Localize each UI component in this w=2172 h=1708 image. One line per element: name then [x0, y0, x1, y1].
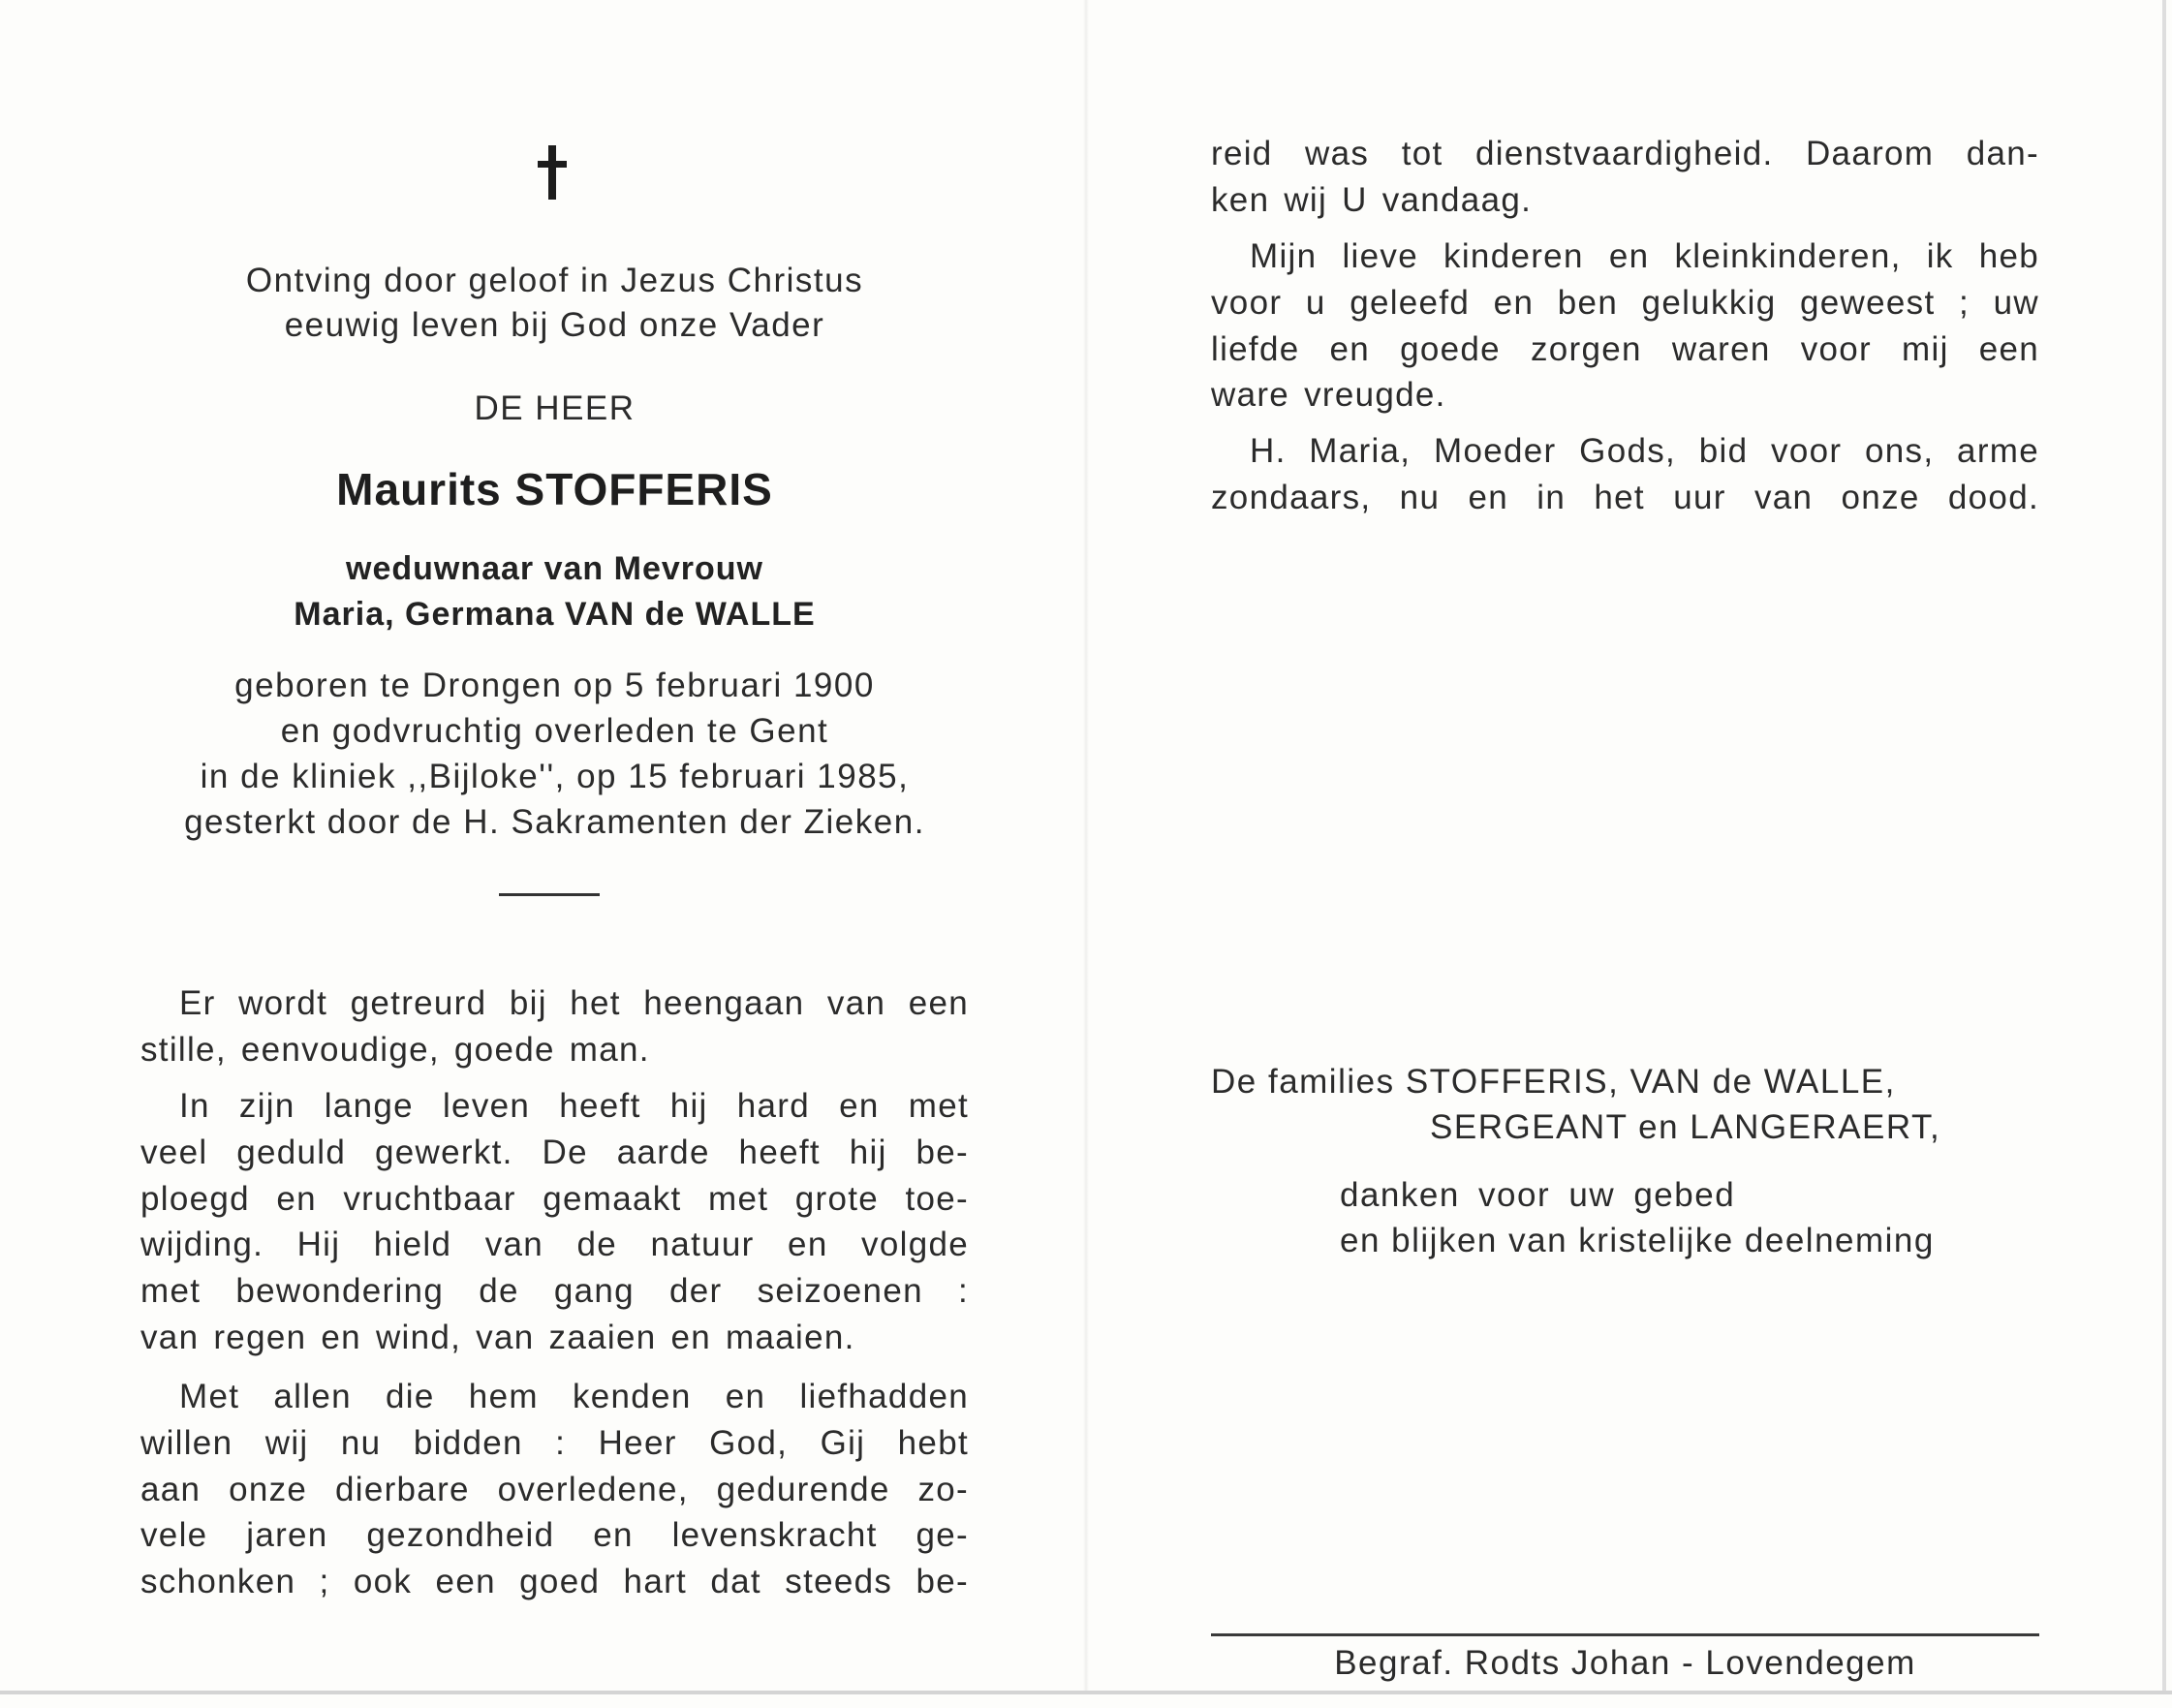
- text-line: willen wij nu bidden : Heer God, Gij hebt: [140, 1423, 969, 1462]
- cross-icon: [538, 145, 567, 203]
- card-bottom-edge: [0, 1691, 2172, 1694]
- text-line: van regen en wind, van zaaien en maaien.: [140, 1318, 855, 1356]
- faith-line-2: eeuwig leven bij God onze Vader: [284, 306, 825, 344]
- widower-line-2: Maria, Germana VAN de WALLE: [294, 596, 816, 633]
- thanks-line-1: danken voor uw gebed: [1340, 1176, 1736, 1214]
- text-line: vele jaren gezondheid en levenskracht ge-: [140, 1516, 969, 1555]
- center-fold: [1083, 0, 1089, 1694]
- thanks-line-2: en blijken van kristelijke deelneming: [1340, 1222, 1935, 1259]
- deceased-name: Maurits STOFFERIS: [336, 464, 773, 514]
- honorific-title: DE HEER: [474, 389, 636, 427]
- faith-line-1: Ontving door geloof in Jezus Christus: [245, 262, 864, 299]
- text-line: Met allen die hem kenden en liefhadden: [179, 1378, 969, 1415]
- paragraph-prayer: [140, 1374, 969, 1605]
- text-line: voor u geleefd en ben gelukkig geweest ; uw: [1211, 283, 2039, 322]
- paragraph-mourning: [140, 980, 969, 1073]
- text-line: ploegd en vruchtbaar gemaakt met grote toe-: [140, 1179, 969, 1218]
- families-line-2: SERGEANT en LANGERAERT,: [1430, 1108, 1941, 1146]
- text-line: ken wij U vandaag.: [1211, 180, 1533, 219]
- paragraph-children: [1211, 233, 2039, 419]
- text-line: stille, eenvoudige, goede man.: [140, 1030, 650, 1069]
- text-line: Er wordt getreurd bij het heengaan van een: [179, 984, 969, 1022]
- text-line: wijding. Hij hield van de natuur en volgde: [140, 1226, 969, 1264]
- printer-rule: [1211, 1633, 2039, 1636]
- text-line: met bewondering de gang der seizoenen :: [140, 1272, 969, 1311]
- text-line: H. Maria, Moeder Gods, bid voor ons, arme: [1250, 432, 2039, 470]
- text-line: aan onze dierbare overledene, gedurende zo-: [140, 1470, 969, 1508]
- birth-line-3: in de kliniek ,,Bijloke'', op 15 februari 1985,: [200, 758, 910, 795]
- printer-credit: Begraf. Rodts Johan - Lovendegem: [1334, 1644, 1916, 1682]
- birth-line-4: gesterkt door de H. Sakramenten der Zieken.: [184, 803, 925, 841]
- text-line: schonken ; ook een goed hart dat steeds be-: [140, 1563, 969, 1601]
- widower-line-1: weduwnaar van Mevrouw: [346, 550, 763, 587]
- birth-line-2: en godvruchtig overleden te Gent: [280, 712, 829, 750]
- text-line: liefde en goede zorgen waren voor mij een: [1211, 329, 2039, 368]
- paragraph-life: [140, 1083, 969, 1361]
- text-line: zondaars, nu en in het uur van onze dood.: [1211, 478, 2039, 516]
- text-line: ware vreugde.: [1211, 376, 1446, 415]
- text-line: In zijn lange leven heeft hij hard en met: [179, 1087, 969, 1125]
- text-line: Mijn lieve kinderen en kleinkinderen, ik heb: [1250, 237, 2039, 275]
- paragraph-hail-mary: [1211, 428, 2039, 521]
- paragraph-continuation: [1211, 131, 2039, 224]
- birth-line-1: geboren te Drongen op 5 februari 1900: [234, 667, 875, 704]
- text-line: veel geduld gewerkt. De aarde heeft hij be-: [140, 1133, 969, 1171]
- families-line-1: De families STOFFERIS, VAN de WALLE,: [1211, 1063, 1896, 1101]
- text-line: reid was tot dienstvaardigheid. Daarom dan-: [1211, 135, 2039, 172]
- card-right-edge: [2162, 0, 2166, 1694]
- separator-rule: [499, 893, 600, 896]
